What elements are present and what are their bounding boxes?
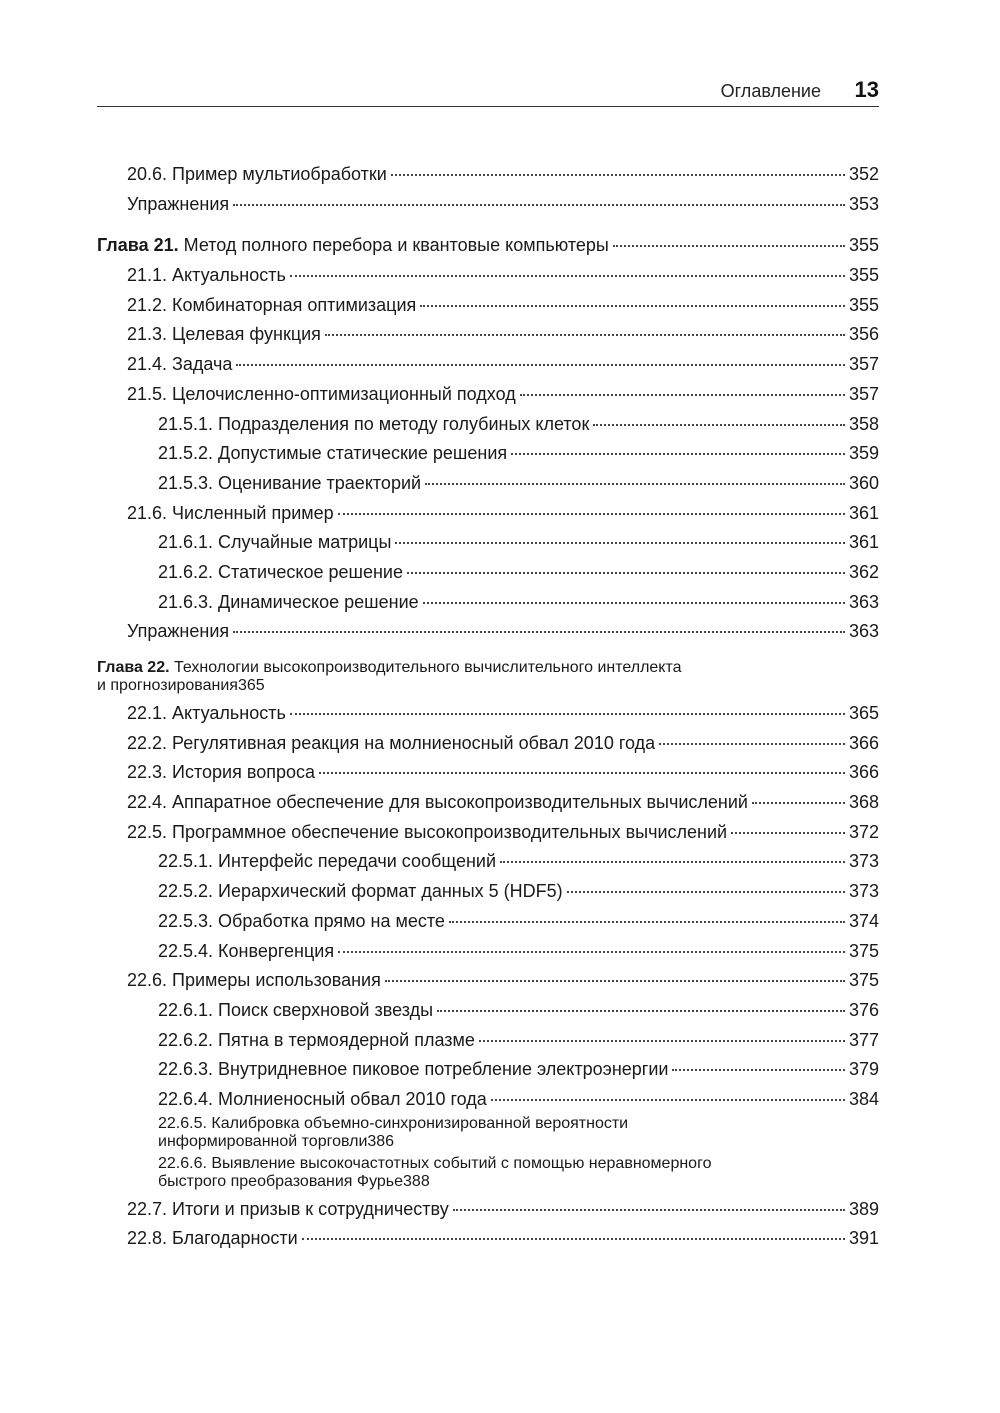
toc-entry xyxy=(97,699,879,729)
dot-leader xyxy=(391,174,845,176)
dot-leader xyxy=(752,802,845,804)
running-header xyxy=(97,74,879,107)
toc-entry-label: 21.6. Численный пример xyxy=(127,502,334,523)
toc-entry xyxy=(97,410,879,440)
toc-entry xyxy=(97,729,879,759)
page-number: 13 xyxy=(854,77,879,102)
toc-entry xyxy=(97,1085,879,1115)
toc-entry-label: 22.2. Регулятивная реакция на молниеносный обвал 2010 года xyxy=(127,732,656,753)
toc-entry-page: 362 xyxy=(848,561,879,582)
toc-entry-page: 363 xyxy=(848,621,879,642)
dot-leader xyxy=(593,424,845,426)
toc-chapter-heading xyxy=(97,231,609,261)
dot-leader xyxy=(385,980,845,982)
toc-entry xyxy=(97,588,879,618)
toc-entry xyxy=(97,659,879,695)
toc-entry-page: 373 xyxy=(848,851,879,872)
table-of-contents xyxy=(97,160,879,1254)
toc-entry-page: 360 xyxy=(848,472,879,493)
toc-entry-page: 355 xyxy=(848,235,879,256)
toc-entry-label: 20.6. Пример мультиобработки xyxy=(127,164,387,184)
toc-entry-label: 22.5.1. Интерфейс передачи сообщений xyxy=(158,851,497,872)
toc-entry-page: 388 xyxy=(403,1172,430,1190)
toc-entry-label: 21.6.2. Статическое решение xyxy=(158,561,403,582)
dot-leader xyxy=(407,572,845,574)
dot-leader xyxy=(425,483,845,485)
toc-entry xyxy=(97,818,879,848)
dot-leader xyxy=(437,1010,845,1012)
toc-entry-label-continued: быстрого преобразования Фурье xyxy=(158,1172,404,1190)
toc-entry xyxy=(97,499,879,529)
dot-leader xyxy=(567,891,845,893)
toc-entry-label: 21.1. Актуальность xyxy=(127,265,286,286)
toc-entry-label: 22.6. Примеры использования xyxy=(127,970,381,991)
dot-leader xyxy=(491,1099,845,1101)
toc-entry xyxy=(97,261,879,291)
toc-entry xyxy=(97,847,879,877)
toc-entry xyxy=(97,758,879,788)
dot-leader xyxy=(449,921,845,923)
toc-entry-page: 372 xyxy=(848,821,879,842)
toc-entry-page: 358 xyxy=(848,413,879,434)
toc-entry-page: 352 xyxy=(848,164,879,184)
toc-entry-page: 361 xyxy=(848,502,879,523)
toc-entry xyxy=(97,617,879,647)
toc-entry xyxy=(97,1224,879,1254)
dot-leader xyxy=(290,713,845,715)
toc-entry xyxy=(97,160,879,190)
dot-leader xyxy=(236,364,845,366)
toc-entry xyxy=(97,291,879,321)
dot-leader xyxy=(338,951,845,953)
toc-entry-page: 379 xyxy=(848,1059,879,1080)
toc-entry xyxy=(97,1155,879,1191)
dot-leader xyxy=(290,275,845,277)
dot-leader xyxy=(479,1040,845,1042)
toc-entry-page: 355 xyxy=(848,294,879,315)
toc-entry xyxy=(97,1055,879,1085)
toc-entry-page: 355 xyxy=(848,265,879,286)
dot-leader xyxy=(233,204,845,206)
toc-entry-label: 21.3. Целевая функция xyxy=(127,324,321,345)
toc-entry-page: 356 xyxy=(848,324,879,345)
toc-entry-page: 366 xyxy=(848,732,879,753)
toc-entry xyxy=(97,1195,879,1225)
dot-leader xyxy=(613,245,845,247)
dot-leader xyxy=(731,832,845,834)
toc-entry-label: 21.2. Комбинаторная оптимизация xyxy=(127,294,417,315)
dot-leader xyxy=(233,631,845,633)
dot-leader xyxy=(672,1069,844,1071)
toc-entry-page: 377 xyxy=(848,1029,879,1050)
toc-entry xyxy=(97,231,879,261)
toc-entry-label: Метод полного перебора и квантовые компьютеры xyxy=(178,235,609,256)
toc-entry xyxy=(97,528,879,558)
toc-entry-page: 389 xyxy=(848,1198,879,1219)
dot-leader xyxy=(319,772,845,774)
toc-entry-page: 361 xyxy=(848,532,879,553)
dot-leader xyxy=(423,602,845,604)
toc-entry xyxy=(97,1115,879,1151)
toc-entry-label: Упражнения xyxy=(127,193,230,214)
toc-entry-page: 365 xyxy=(848,703,879,723)
toc-entry xyxy=(97,1026,879,1056)
toc-entry-label: 21.5.1. Подразделения по методу голубиных клеток xyxy=(158,413,590,434)
toc-entry-page: 359 xyxy=(848,443,879,464)
dot-leader xyxy=(500,861,845,863)
dot-leader xyxy=(325,334,845,336)
dot-leader xyxy=(659,743,845,745)
toc-entry xyxy=(97,966,879,996)
toc-entry xyxy=(97,350,879,380)
toc-entry-page: 368 xyxy=(848,792,879,813)
toc-entry-page: 391 xyxy=(848,1228,879,1249)
running-header-title: Оглавление xyxy=(720,81,821,101)
toc-entry xyxy=(97,877,879,907)
toc-entry-page: 386 xyxy=(367,1132,395,1150)
toc-entry-page: 374 xyxy=(848,910,879,931)
toc-entry-label-continued: информированной торговли xyxy=(158,1132,368,1150)
toc-entry-label: 22.5. Программное обеспечение высокопроизводительных вычислений xyxy=(127,821,728,842)
toc-entry-page: 373 xyxy=(848,881,879,902)
toc-entry-page: 353 xyxy=(848,193,879,214)
toc-entry-label: 22.6.4. Молниеносный обвал 2010 года xyxy=(158,1088,487,1109)
dot-leader xyxy=(420,305,845,307)
toc-entry xyxy=(97,439,879,469)
dot-leader xyxy=(338,513,845,515)
toc-entry-label: 22.4. Аппаратное обеспечение для высокопроизводительных вычислений xyxy=(127,792,748,813)
toc-entry-label: 21.4. Задача xyxy=(127,354,233,375)
toc-entry-page: 365 xyxy=(237,677,265,694)
toc-entry-page: 357 xyxy=(848,383,879,404)
toc-entry-label: 22.8. Благодарности xyxy=(127,1228,298,1249)
toc-entry xyxy=(97,469,879,499)
toc-entry-page: 384 xyxy=(848,1088,879,1109)
toc-entry xyxy=(97,190,879,220)
toc-entry-label: Технологии высокопроизводительного вычислительного интеллекта xyxy=(169,659,682,676)
toc-entry-label: 22.6.6. Выявление высокочастотных событий с помощью неравномерного xyxy=(158,1154,712,1172)
toc-entry-label: 22.6.5. Калибровка объемно-синхронизированной вероятности xyxy=(158,1114,629,1132)
toc-entry-label: 22.6.1. Поиск сверхновой звезды xyxy=(158,999,434,1020)
toc-entry-page: 375 xyxy=(848,940,879,961)
toc-entry-label: 22.5.3. Обработка прямо на месте xyxy=(158,910,445,931)
dot-leader xyxy=(395,542,845,544)
toc-entry-label: 22.6.2. Пятна в термоядерной плазме xyxy=(158,1029,475,1050)
toc-entry xyxy=(97,996,879,1026)
toc-entry-label: 22.1. Актуальность xyxy=(127,703,286,723)
toc-entry-label: 21.6.1. Случайные матрицы xyxy=(158,532,392,553)
toc-entry-label-continued: и прогнозирования xyxy=(97,677,238,694)
toc-entry xyxy=(97,380,879,410)
dot-leader xyxy=(511,453,845,455)
toc-entry-label: 21.6.3. Динамическое решение xyxy=(158,591,419,612)
toc-entry-label: 22.7. Итоги и призыв к сотрудничеству xyxy=(127,1198,449,1219)
toc-entry-page: 376 xyxy=(848,999,879,1020)
toc-entry-page: 357 xyxy=(848,354,879,375)
toc-entry xyxy=(97,937,879,967)
toc-entry xyxy=(97,320,879,350)
toc-entry-page: 363 xyxy=(848,591,879,612)
toc-entry xyxy=(97,788,879,818)
dot-leader xyxy=(302,1238,845,1240)
toc-entry-page: 366 xyxy=(848,762,879,783)
toc-entry-label: Упражнения xyxy=(127,621,230,642)
toc-entry xyxy=(97,907,879,937)
toc-entry-label: 22.3. История вопроса xyxy=(127,762,315,783)
toc-entry-label: 21.5.3. Оценивание траекторий xyxy=(158,472,422,493)
toc-entry-label: 22.6.3. Внутридневное пиковое потребление электроэнергии xyxy=(158,1059,669,1080)
dot-leader xyxy=(520,394,845,396)
chapter-number: Глава 22. xyxy=(97,659,170,676)
toc-entry-label: 22.5.4. Конвергенция xyxy=(158,940,335,961)
toc-entry-label: 21.5. Целочисленно-оптимизационный подход xyxy=(127,383,516,404)
dot-leader xyxy=(453,1209,845,1211)
toc-entry-page: 375 xyxy=(848,970,879,991)
chapter-number: Глава 21. xyxy=(97,235,179,256)
toc-entry-label: 21.5.2. Допустимые статические решения xyxy=(158,443,508,464)
toc-entry-label: 22.5.2. Иерархический формат данных 5 (HDF5) xyxy=(158,881,563,902)
toc-entry xyxy=(97,558,879,588)
